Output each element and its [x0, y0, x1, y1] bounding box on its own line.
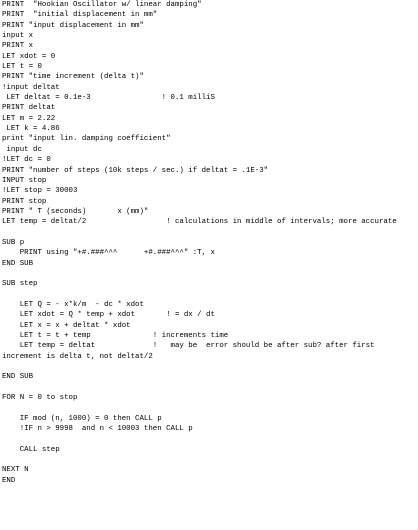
code-line: print "input lin. damping coefficient": [2, 135, 171, 144]
code-line: input x: [2, 32, 34, 41]
code-line: LET k = 4.86: [2, 125, 60, 134]
code-line: [2, 455, 416, 465]
code-line: LET temp = deltat/2 ! calculations in middle of intervals; more accurate: [2, 218, 397, 227]
code-line: PRINT stop: [2, 197, 47, 206]
code-line: [2, 403, 416, 413]
code-line: !input deltat: [2, 83, 60, 92]
code-line: END SUB: [2, 373, 34, 382]
code-line: INPUT stop: [2, 176, 47, 185]
code-line: SUB p: [2, 238, 25, 247]
code-line: LET temp = deltat ! may be error should be after sub? after first: [2, 342, 375, 351]
code-editor[interactable]: [2, 0, 416, 530]
code-line: CALL step: [2, 445, 60, 454]
code-line: [2, 383, 416, 393]
code-line: NEXT N: [2, 466, 29, 475]
code-line: PRINT deltat: [2, 104, 56, 113]
code-line: PRINT using "+#.###^^^ +#.###^^^" :T, x: [2, 249, 215, 258]
code-line: PRINT "Hookian Oscillator w/ linear damping": [2, 1, 202, 9]
code-line: !LET dc = 0: [2, 156, 51, 165]
code-line: LET Q = - x*k/m - dc * xdot: [2, 300, 144, 309]
code-line: PRINT "initial displacement in mm": [2, 11, 158, 20]
code-line: PRINT x: [2, 42, 34, 51]
code-line: LET t = t + temp ! increments time: [2, 332, 229, 340]
code-line: FOR N = 0 to stop: [2, 394, 78, 403]
code-line: [2, 269, 416, 279]
code-line: [2, 362, 416, 372]
code-line: input dc: [2, 145, 42, 154]
code-line: increment is delta t, not deltat/2: [2, 352, 153, 361]
code-line: LET t = 0: [2, 63, 42, 72]
code-line: !LET stop = 30003: [2, 187, 78, 196]
code-line: [2, 290, 416, 300]
code-line: PRINT "number of steps (10k steps / sec.) if deltat = .1E-3": [2, 166, 269, 175]
code-line: PRINT "time increment (delta t)": [2, 73, 144, 82]
code-line: END SUB: [2, 259, 34, 268]
code-line: PRINT "input displacement in mm": [2, 21, 144, 30]
code-line: !IF n > 9998 and n < 10003 then CALL p: [2, 425, 193, 434]
code-line: [2, 228, 416, 238]
code-line: LET x = x + deltat * xdot: [2, 321, 131, 330]
code-line: IF mod (n, 1000) = 0 then CALL p: [2, 414, 162, 423]
code-line: LET xdot = Q * temp + xdot ! = dx / dt: [2, 311, 215, 320]
code-line: LET deltat = 0.1e-3 ! 0.1 milliS: [2, 94, 215, 103]
code-line: [2, 434, 416, 444]
code-line: LET xdot = 0: [2, 52, 56, 61]
code-line: PRINT " T (seconds) x (mm)": [2, 207, 149, 216]
code-line: END: [2, 476, 16, 485]
code-line: LET m = 2.22: [2, 114, 56, 123]
code-line: SUB step: [2, 280, 38, 289]
